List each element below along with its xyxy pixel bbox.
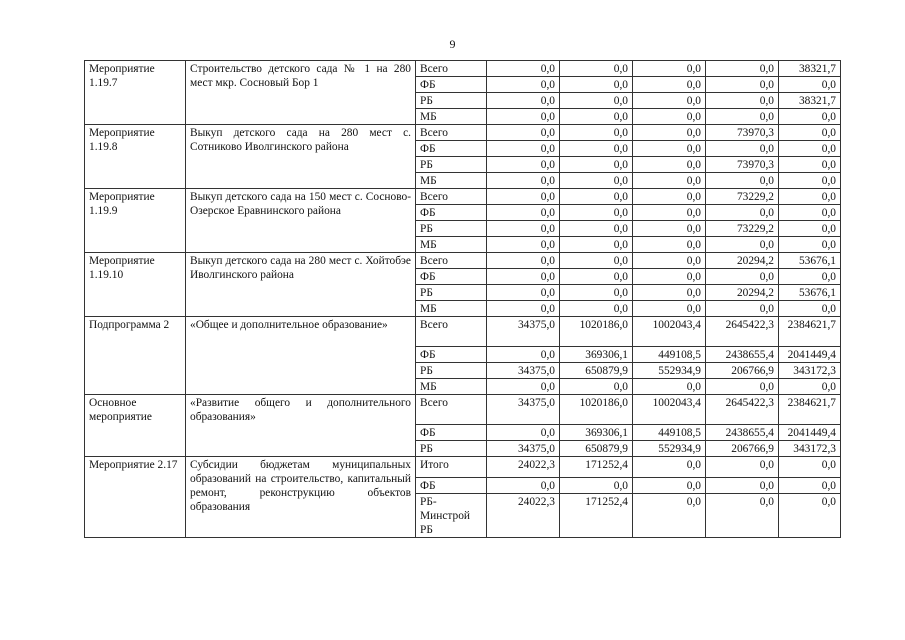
amount-cell: 1002043,4 — [633, 317, 706, 347]
amount-cell: 53676,1 — [779, 253, 841, 269]
amount-cell: 0,0 — [487, 109, 560, 125]
funding-source: Всего — [416, 253, 487, 269]
activity-code: Мероприятие 1.19.9 — [85, 189, 186, 253]
funding-source: Всего — [416, 125, 487, 141]
amount-cell: 0,0 — [633, 61, 706, 77]
table-row — [85, 395, 841, 425]
amount-cell: 0,0 — [560, 141, 633, 157]
amount-cell: 0,0 — [633, 253, 706, 269]
amount-cell: 0,0 — [779, 457, 841, 478]
amount-cell: 2384621,7 — [779, 395, 841, 425]
amount-cell: 0,0 — [779, 205, 841, 221]
amount-cell: 34375,0 — [487, 317, 560, 347]
amount-cell: 0,0 — [560, 173, 633, 189]
table-row — [85, 61, 841, 77]
amount-cell: 53676,1 — [779, 285, 841, 301]
amount-cell: 0,0 — [706, 478, 779, 494]
funding-source: ФБ — [416, 425, 487, 441]
amount-cell: 650879,9 — [560, 363, 633, 379]
amount-cell: 343172,3 — [779, 441, 841, 457]
amount-cell: 0,0 — [560, 189, 633, 205]
amount-cell: 0,0 — [779, 379, 841, 395]
funding-source: ФБ — [416, 347, 487, 363]
amount-cell: 0,0 — [633, 157, 706, 173]
amount-cell: 20294,2 — [706, 285, 779, 301]
activity-name: Выкуп детского сада на 280 мест с. Хойтобэе Иволгинского района — [186, 253, 416, 317]
amount-cell: 1020186,0 — [560, 317, 633, 347]
amount-cell: 2438655,4 — [706, 347, 779, 363]
funding-source: РБ — [416, 441, 487, 457]
amount-cell: 0,0 — [633, 301, 706, 317]
funding-source: МБ — [416, 379, 487, 395]
activity-name: Субсидии бюджетам муниципальных образований на строительство, капитальный ремонт, реконструкцию объектов образования — [186, 457, 416, 538]
amount-cell: 0,0 — [633, 173, 706, 189]
funding-source: РБ — [416, 157, 487, 173]
amount-cell: 0,0 — [706, 77, 779, 93]
amount-cell: 0,0 — [633, 379, 706, 395]
amount-cell: 73970,3 — [706, 125, 779, 141]
amount-cell: 0,0 — [706, 173, 779, 189]
amount-cell: 0,0 — [633, 237, 706, 253]
amount-cell: 449108,5 — [633, 347, 706, 363]
amount-cell: 369306,1 — [560, 425, 633, 441]
amount-cell: 2384621,7 — [779, 317, 841, 347]
activity-code: Мероприятие 2.17 — [85, 457, 186, 538]
funding-source: РБ — [416, 221, 487, 237]
funding-source: ФБ — [416, 141, 487, 157]
budget-table — [84, 60, 841, 538]
amount-cell: 0,0 — [487, 205, 560, 221]
amount-cell: 552934,9 — [633, 441, 706, 457]
amount-cell: 0,0 — [633, 141, 706, 157]
amount-cell: 0,0 — [487, 141, 560, 157]
amount-cell: 24022,3 — [487, 457, 560, 478]
amount-cell: 38321,7 — [779, 93, 841, 109]
amount-cell: 0,0 — [487, 301, 560, 317]
amount-cell: 2645422,3 — [706, 395, 779, 425]
amount-cell: 0,0 — [487, 425, 560, 441]
amount-cell: 0,0 — [779, 77, 841, 93]
amount-cell: 206766,9 — [706, 441, 779, 457]
amount-cell: 0,0 — [487, 269, 560, 285]
table-row — [85, 189, 841, 205]
funding-source: РБ-Минстрой РБ — [416, 494, 487, 538]
amount-cell: 0,0 — [560, 478, 633, 494]
amount-cell: 0,0 — [487, 221, 560, 237]
amount-cell: 0,0 — [633, 478, 706, 494]
amount-cell: 0,0 — [779, 157, 841, 173]
amount-cell: 1002043,4 — [633, 395, 706, 425]
amount-cell: 0,0 — [487, 379, 560, 395]
activity-code: Мероприятие 1.19.7 — [85, 61, 186, 125]
funding-source: ФБ — [416, 77, 487, 93]
amount-cell: 0,0 — [779, 494, 841, 538]
amount-cell: 0,0 — [779, 269, 841, 285]
amount-cell: 0,0 — [706, 93, 779, 109]
amount-cell: 34375,0 — [487, 363, 560, 379]
amount-cell: 0,0 — [706, 109, 779, 125]
amount-cell: 0,0 — [706, 141, 779, 157]
amount-cell: 0,0 — [560, 93, 633, 109]
amount-cell: 0,0 — [560, 237, 633, 253]
amount-cell: 0,0 — [706, 494, 779, 538]
table-row — [85, 253, 841, 269]
amount-cell: 0,0 — [633, 494, 706, 538]
amount-cell: 343172,3 — [779, 363, 841, 379]
funding-source: Итого — [416, 457, 487, 478]
amount-cell: 0,0 — [560, 301, 633, 317]
amount-cell: 0,0 — [706, 301, 779, 317]
amount-cell: 0,0 — [706, 269, 779, 285]
activity-name: Строительство детского сада № 1 на 280 мест мкр. Сосновый Бор 1 — [186, 61, 416, 125]
amount-cell: 0,0 — [706, 205, 779, 221]
funding-source: МБ — [416, 301, 487, 317]
amount-cell: 0,0 — [633, 109, 706, 125]
amount-cell: 0,0 — [633, 125, 706, 141]
funding-source: ФБ — [416, 269, 487, 285]
amount-cell: 0,0 — [487, 93, 560, 109]
amount-cell: 0,0 — [560, 253, 633, 269]
amount-cell: 2041449,4 — [779, 425, 841, 441]
amount-cell: 0,0 — [633, 269, 706, 285]
amount-cell: 0,0 — [560, 269, 633, 285]
amount-cell: 0,0 — [487, 478, 560, 494]
activity-code: Подпрограмма 2 — [85, 317, 186, 395]
amount-cell: 24022,3 — [487, 494, 560, 538]
funding-source: МБ — [416, 173, 487, 189]
activity-name: Выкуп детского сада на 150 мест с. Сосново-Озерское Еравнинского района — [186, 189, 416, 253]
amount-cell: 73229,2 — [706, 221, 779, 237]
amount-cell: 0,0 — [487, 285, 560, 301]
amount-cell: 0,0 — [779, 189, 841, 205]
amount-cell: 0,0 — [560, 125, 633, 141]
amount-cell: 1020186,0 — [560, 395, 633, 425]
activity-name: «Развитие общего и дополнительного образования» — [186, 395, 416, 457]
activity-name: Выкуп детского сада на 280 мест с. Сотниково Иволгинского района — [186, 125, 416, 189]
funding-source: МБ — [416, 237, 487, 253]
funding-source: МБ — [416, 109, 487, 125]
amount-cell: 552934,9 — [633, 363, 706, 379]
amount-cell: 2645422,3 — [706, 317, 779, 347]
amount-cell: 0,0 — [633, 285, 706, 301]
amount-cell: 0,0 — [633, 189, 706, 205]
funding-source: Всего — [416, 61, 487, 77]
amount-cell: 206766,9 — [706, 363, 779, 379]
amount-cell: 369306,1 — [560, 347, 633, 363]
amount-cell: 0,0 — [706, 237, 779, 253]
activity-code: Мероприятие 1.19.8 — [85, 125, 186, 189]
amount-cell: 449108,5 — [633, 425, 706, 441]
amount-cell: 0,0 — [779, 141, 841, 157]
amount-cell: 0,0 — [633, 77, 706, 93]
amount-cell: 0,0 — [560, 77, 633, 93]
activity-code: Основное мероприятие — [85, 395, 186, 457]
amount-cell: 0,0 — [487, 61, 560, 77]
amount-cell: 0,0 — [487, 237, 560, 253]
amount-cell: 0,0 — [633, 205, 706, 221]
amount-cell: 0,0 — [560, 61, 633, 77]
funding-source: РБ — [416, 93, 487, 109]
funding-source: Всего — [416, 395, 487, 425]
amount-cell: 0,0 — [560, 285, 633, 301]
activity-code: Мероприятие 1.19.10 — [85, 253, 186, 317]
funding-source: Всего — [416, 189, 487, 205]
amount-cell: 0,0 — [779, 237, 841, 253]
amount-cell: 650879,9 — [560, 441, 633, 457]
amount-cell: 2041449,4 — [779, 347, 841, 363]
amount-cell: 73229,2 — [706, 189, 779, 205]
activity-name: «Общее и дополнительное образование» — [186, 317, 416, 395]
amount-cell: 0,0 — [487, 125, 560, 141]
amount-cell: 0,0 — [779, 301, 841, 317]
amount-cell: 0,0 — [779, 221, 841, 237]
amount-cell: 0,0 — [487, 253, 560, 269]
table-row — [85, 457, 841, 478]
amount-cell: 0,0 — [706, 61, 779, 77]
table-row — [85, 125, 841, 141]
funding-source: Всего — [416, 317, 487, 347]
funding-source: ФБ — [416, 205, 487, 221]
amount-cell: 0,0 — [560, 379, 633, 395]
amount-cell: 0,0 — [633, 93, 706, 109]
amount-cell: 0,0 — [560, 157, 633, 173]
amount-cell: 0,0 — [779, 173, 841, 189]
amount-cell: 34375,0 — [487, 395, 560, 425]
amount-cell: 171252,4 — [560, 457, 633, 478]
amount-cell: 0,0 — [706, 457, 779, 478]
funding-source: РБ — [416, 285, 487, 301]
funding-source: ФБ — [416, 478, 487, 494]
amount-cell: 38321,7 — [779, 61, 841, 77]
amount-cell: 0,0 — [779, 478, 841, 494]
amount-cell: 2438655,4 — [706, 425, 779, 441]
amount-cell: 0,0 — [487, 157, 560, 173]
amount-cell: 0,0 — [487, 189, 560, 205]
amount-cell: 0,0 — [487, 77, 560, 93]
amount-cell: 171252,4 — [560, 494, 633, 538]
amount-cell: 0,0 — [633, 221, 706, 237]
amount-cell: 73970,3 — [706, 157, 779, 173]
table-row — [85, 317, 841, 347]
amount-cell: 0,0 — [560, 109, 633, 125]
funding-source: РБ — [416, 363, 487, 379]
amount-cell: 0,0 — [487, 173, 560, 189]
amount-cell: 0,0 — [779, 109, 841, 125]
amount-cell: 0,0 — [779, 125, 841, 141]
amount-cell: 0,0 — [560, 205, 633, 221]
amount-cell: 0,0 — [487, 347, 560, 363]
amount-cell: 20294,2 — [706, 253, 779, 269]
page-number: 9 — [449, 37, 456, 51]
amount-cell: 0,0 — [633, 457, 706, 478]
amount-cell: 34375,0 — [487, 441, 560, 457]
amount-cell: 0,0 — [560, 221, 633, 237]
amount-cell: 0,0 — [706, 379, 779, 395]
